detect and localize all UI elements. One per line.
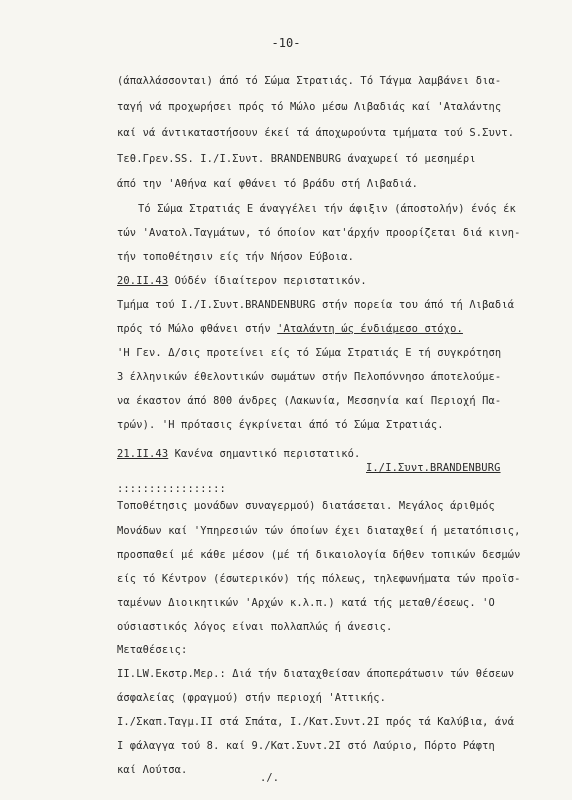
text-line: τών 'Ανατολ.Ταγμάτων, τό όποίον κατ'άρχήν προορίζεται διά κινη- (117, 227, 521, 239)
entry-date: 20.ΙΙ.43 (117, 275, 169, 287)
entry-text: Κανένα σημαντικό περιστατικό. (168, 448, 361, 460)
text-line: Τό Σώμα Στρατιάς Ε άναγγέλει τήν άφιξιν (άποστολήν) ένός έκ (138, 203, 516, 215)
entry-text: Ούδέν ίδιαίτερον περιστατικόν. (168, 275, 367, 287)
entry-line (117, 274, 367, 288)
text-line: Μεταθέσεις: (117, 644, 188, 656)
text-line: ταγή νά προχωρήσει πρός τό Μώλο μέσω Λιβαδιάς καί 'Αταλάντης (117, 101, 502, 113)
text-line (117, 322, 463, 336)
text-line: είς τό Κέντρον (έσωτερικόν) τής πόλεως, τηλεφωνήματα τών προϊσ- (117, 573, 521, 585)
entry-line (117, 447, 360, 461)
text-line: τρών). 'Η πρότασις έγκρίνεται άπό τό Σώμα Στρατιάς. (117, 419, 444, 431)
text-line: Τμήμα τού Ι./Ι.Συντ.BRANDENBURG στήν πορεία του άπό τή Λιβαδιά (117, 299, 515, 311)
text-line: καί Λούτσα. (117, 764, 188, 776)
text-line: Μονάδων καί 'Υπηρεσιών τών όποίων έχει διαταχθεί ή μετατόπισις, (117, 525, 521, 537)
text-line: ΙΙ.LW.Εκστρ.Μερ.: Διά τήν διαταχθείσαν άποπεράτωσιν τών θέσεων (117, 668, 515, 680)
text-line: Ι./Σκαπ.Ταγμ.ΙΙ στά Σπάτα, Ι./Κατ.Συντ.2Ι πρός τά Καλύβια, άνά (117, 716, 515, 728)
text-line: (άπαλλάσσονται) άπό τό Σώμα Στρατιάς. Τό Τάγμα λαμβάνει δια- (117, 75, 502, 87)
text-line: τήν τοποθέτησιν είς τήν Νήσον Εύβοια. (117, 251, 355, 263)
entry-date: 21.ΙΙ.43 (117, 448, 169, 460)
text-line: ούσιαστικός λόγος είναι πολλαπλώς ή άνεσις. (117, 621, 393, 633)
text-fragment: πρός τό Μώλο φθάνει στήν (117, 323, 278, 335)
text-line: 'Η Γεν. Δ/σις προτείνει είς τό Σώμα Στρατιάς Ε τή συγκρότηση (117, 347, 502, 359)
underlined-text: 'Αταλάντη ώς ένδιάμεσο στόχο. (277, 323, 463, 335)
text-line: 3 έλληνικών έθελοντικών σωμάτων στήν Πελοπόννησο άποτελούμε- (117, 371, 502, 383)
text-line: Ι φάλαγγα τού 8. καί 9./Κατ.Συντ.2Ι στό Λαύριο, Πόρτο Ράφτη (117, 740, 495, 752)
text-line: καί νά άντικαταστήσουν έκεί τά άποχωρούντα τμήματα τού S.Συντ. (117, 127, 515, 139)
text-line: ταμένων Διοικητικών 'Αρχών κ.λ.π.) κατά τής μεταθ/έσεως. 'Ο (117, 597, 495, 609)
unit-heading: Ι./Ι.Συντ.BRANDENBURG (366, 462, 501, 474)
page-number: -10- (271, 36, 301, 50)
colon-divider: ::::::::::::::::: (117, 483, 226, 495)
continuation-mark: ./. (260, 772, 280, 784)
text-line: Τεθ.Γρεν.SS. Ι./Ι.Συντ. BRANDENBURG άναχωρεί τό μεσημέρι (117, 153, 476, 165)
text-line: άπό την 'Αθήνα καί φθάνει τό βράδυ στή Λιβαδιά. (117, 178, 419, 190)
text-line: προσπαθεί μέ κάθε μέσον (μέ τή δικαιολογία δήθεν τοπικών δεσμών (117, 549, 521, 561)
text-line: άσφαλείας (φραγμού) στήν περιοχή 'Αττικής. (117, 692, 387, 704)
text-line: να έκαστον άπό 800 άνδρες (Λακωνία, Μεσσηνία καί Περιοχή Πα- (117, 395, 502, 407)
text-line: Τοποθέτησις μονάδων συναγερμού) διατάσεται. Μεγάλος άριθμός (117, 500, 495, 512)
